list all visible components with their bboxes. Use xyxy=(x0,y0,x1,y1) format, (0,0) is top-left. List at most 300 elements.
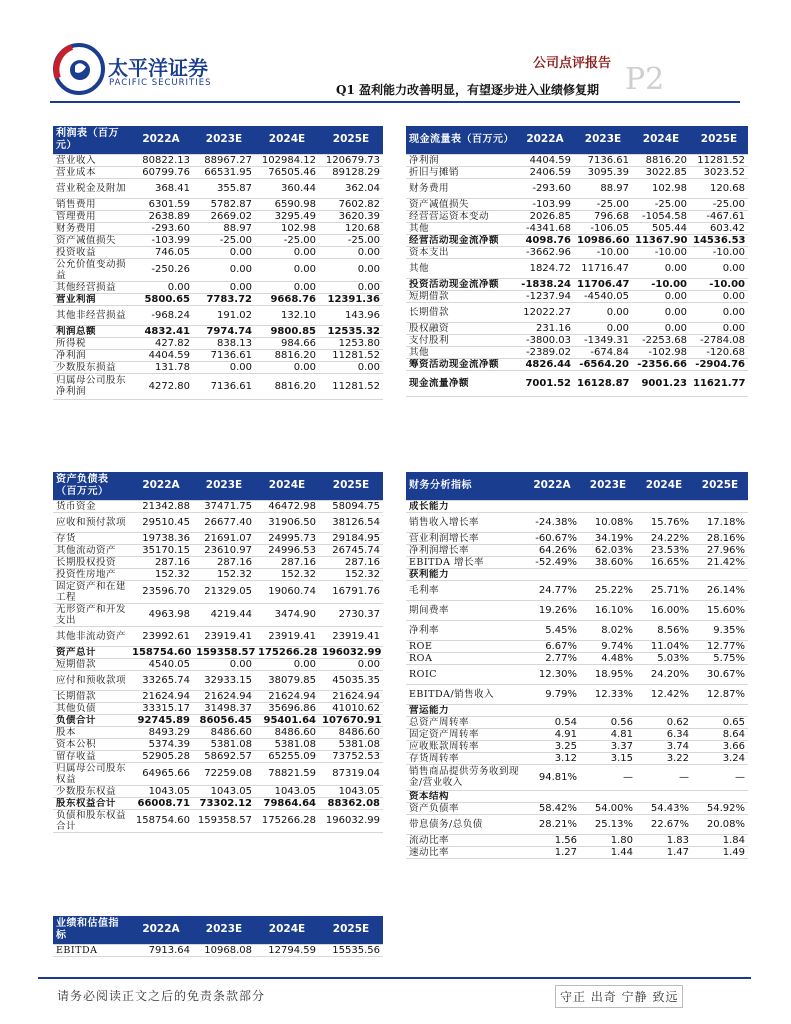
cell-value: 231.16 xyxy=(516,322,574,334)
table-title: 资产负债表（百万元） xyxy=(53,472,129,500)
cell-value: 0.00 xyxy=(690,322,748,334)
cell-value: 16.10% xyxy=(580,600,636,620)
cell-value: 838.13 xyxy=(193,337,255,349)
cell-value: -25.00 xyxy=(319,234,383,246)
row-label: 负债合计 xyxy=(53,714,129,726)
cell-value: 7136.61 xyxy=(574,154,632,166)
cell-value: -4341.68 xyxy=(516,222,574,234)
cell-value: 3474.90 xyxy=(255,603,319,626)
row-label: 股东权益合计 xyxy=(53,797,129,809)
cell-value: 19738.36 xyxy=(129,532,193,544)
cell-value: 30.67% xyxy=(692,664,748,684)
cell-value: 72259.08 xyxy=(193,762,255,785)
table-row xyxy=(406,246,748,258)
cell-value: 3.66 xyxy=(692,740,748,752)
cell-value: 158754.60 xyxy=(129,646,193,658)
cell-value: 287.16 xyxy=(193,556,255,568)
cell-value: 22.67% xyxy=(636,814,692,834)
row-label: 经营活动现金流净额 xyxy=(406,234,516,246)
cell-value: 7602.82 xyxy=(319,198,383,210)
row-label: 归属母公司股东权益 xyxy=(53,762,129,785)
table-row xyxy=(53,154,383,166)
row-label: 股权融资 xyxy=(406,322,516,334)
cell-value: 0.00 xyxy=(632,290,690,302)
table-row xyxy=(53,349,383,361)
row-label: 无形资产和开发支出 xyxy=(53,603,129,626)
table-row xyxy=(406,814,748,834)
cell-value: 62.03% xyxy=(580,544,636,556)
cell-value: 12.42% xyxy=(636,684,692,704)
cell-value: 0.00 xyxy=(193,258,255,281)
cell-value: 102.98 xyxy=(255,222,319,234)
table-row xyxy=(406,346,748,358)
report-headline: Q1 盈利能力改善明显，有望逐步进入业绩修复期 xyxy=(336,83,599,97)
table-row xyxy=(53,750,383,762)
row-label: 现金流量净额 xyxy=(406,370,516,396)
cell-value: 196032.99 xyxy=(319,809,383,832)
cell-value: 6590.98 xyxy=(255,198,319,210)
cell-value: 196032.99 xyxy=(319,646,383,658)
page-number: P2 xyxy=(625,62,665,97)
cell-value: -120.68 xyxy=(690,346,748,358)
table-row xyxy=(406,512,748,532)
row-label: 投资活动现金流净额 xyxy=(406,278,516,290)
table-row xyxy=(406,568,748,580)
table-row xyxy=(53,626,383,646)
table-row xyxy=(406,728,748,740)
table-row xyxy=(53,337,383,349)
row-label: 其他经营损益 xyxy=(53,281,129,293)
row-label: 净利润 xyxy=(53,349,129,361)
row-label: 资本公积 xyxy=(53,738,129,750)
cell-value: 1.80 xyxy=(580,834,636,846)
cell-value: 8.64 xyxy=(692,728,748,740)
cell-value: 73302.12 xyxy=(193,797,255,809)
cell-value: 21329.05 xyxy=(193,580,255,603)
row-label: 存货 xyxy=(53,532,129,544)
cell-value: 12.30% xyxy=(524,664,580,684)
cell-value: 25.71% xyxy=(636,580,692,600)
year-header: 2023E xyxy=(193,916,255,944)
cell-value: 11621.77 xyxy=(690,370,748,396)
cell-value: 7001.52 xyxy=(516,370,574,396)
table-row xyxy=(53,797,383,809)
cell-value: 1.84 xyxy=(692,834,748,846)
cell-value: 0.54 xyxy=(524,716,580,728)
cell-value: 8486.60 xyxy=(255,726,319,738)
cell-value: 23992.61 xyxy=(129,626,193,646)
cell-value: 5381.08 xyxy=(255,738,319,750)
cell-value: 0.00 xyxy=(319,361,383,373)
cell-value: 355.87 xyxy=(193,178,255,198)
cell-value: 21691.07 xyxy=(193,532,255,544)
cell-value: 2669.02 xyxy=(193,210,255,222)
table-row xyxy=(53,293,383,305)
cashflow-statement-table xyxy=(406,126,748,397)
cell-value: 603.42 xyxy=(690,222,748,234)
table-row xyxy=(406,166,748,178)
cell-value: 12022.27 xyxy=(516,302,574,322)
cell-value: 0.56 xyxy=(580,716,636,728)
cell-value: 34.19% xyxy=(580,532,636,544)
cell-value: -6564.20 xyxy=(574,358,632,370)
cell-value: 29510.45 xyxy=(129,512,193,532)
table-row xyxy=(406,764,748,790)
header-row xyxy=(406,126,748,154)
row-label: 负债和股东权益合计 xyxy=(53,809,129,832)
row-label: 固定资产和在建工程 xyxy=(53,580,129,603)
table-row xyxy=(53,738,383,750)
table-title: 利润表（百万元） xyxy=(53,126,129,154)
cell-value xyxy=(580,790,636,802)
table-row xyxy=(406,234,748,246)
cell-value: 0.00 xyxy=(574,322,632,334)
cell-value: 4826.44 xyxy=(516,358,574,370)
row-label: 营业成本 xyxy=(53,166,129,178)
table-row xyxy=(406,370,748,396)
cell-value: 38079.85 xyxy=(255,670,319,690)
table-row xyxy=(406,664,748,684)
cell-value: 0.00 xyxy=(193,281,255,293)
cell-value: 52905.28 xyxy=(129,750,193,762)
cell-value: 1824.72 xyxy=(516,258,574,278)
cell-value: 0.62 xyxy=(636,716,692,728)
cell-value: 28.16% xyxy=(692,532,748,544)
row-label: 经营营运资本变动 xyxy=(406,210,516,222)
row-label: 投资收益 xyxy=(53,246,129,258)
cell-value: 41010.62 xyxy=(319,702,383,714)
cell-value: 12391.36 xyxy=(319,293,383,305)
cell-value: 1043.05 xyxy=(193,785,255,797)
cell-value: — xyxy=(636,764,692,790)
table-row xyxy=(53,281,383,293)
cell-value: 152.32 xyxy=(129,568,193,580)
cell-value: 65255.09 xyxy=(255,750,319,762)
cell-value: 4540.05 xyxy=(129,658,193,670)
cell-value: 12.87% xyxy=(692,684,748,704)
cell-value: 10.08% xyxy=(580,512,636,532)
cell-value: 287.16 xyxy=(255,556,319,568)
table-row xyxy=(406,834,748,846)
cell-value: 26745.74 xyxy=(319,544,383,556)
table-row xyxy=(53,512,383,532)
cell-value: -25.00 xyxy=(632,198,690,210)
cell-value: 4.81 xyxy=(580,728,636,740)
table-row xyxy=(53,658,383,670)
year-header: 2024E xyxy=(255,916,319,944)
cell-value: 27.96% xyxy=(692,544,748,556)
cell-value: 8493.29 xyxy=(129,726,193,738)
row-label: 其他非经营损益 xyxy=(53,305,129,325)
cell-value: 88967.27 xyxy=(193,154,255,166)
cell-value: 8.02% xyxy=(580,620,636,640)
cell-value xyxy=(692,568,748,580)
cell-value: 287.16 xyxy=(129,556,193,568)
cell-value: 0.00 xyxy=(319,658,383,670)
cell-value: 60799.76 xyxy=(129,166,193,178)
table-row xyxy=(53,646,383,658)
cell-value: 11367.90 xyxy=(632,234,690,246)
cell-value: 158754.60 xyxy=(129,809,193,832)
cell-value: 746.05 xyxy=(129,246,193,258)
cell-value: 5381.08 xyxy=(193,738,255,750)
cell-value: -102.98 xyxy=(632,346,690,358)
cell-value: 0.00 xyxy=(129,281,193,293)
cell-value: 8.56% xyxy=(636,620,692,640)
row-label: 销售收入增长率 xyxy=(406,512,524,532)
table-row xyxy=(406,752,748,764)
cell-value: 29184.95 xyxy=(319,532,383,544)
cell-value: -52.49% xyxy=(524,556,580,568)
cell-value: 159358.57 xyxy=(193,646,255,658)
income-statement-table xyxy=(53,126,383,400)
cell-value: -293.60 xyxy=(129,222,193,234)
cell-value: 25.13% xyxy=(580,814,636,834)
cell-value: 3.12 xyxy=(524,752,580,764)
cell-value: 0.00 xyxy=(255,258,319,281)
cell-value: 45035.35 xyxy=(319,670,383,690)
cell-value: 120.68 xyxy=(690,178,748,198)
company-logo xyxy=(50,40,265,98)
row-label: 存货周转率 xyxy=(406,752,524,764)
cell-value: 54.00% xyxy=(580,802,636,814)
cell-value: 80822.13 xyxy=(129,154,193,166)
cell-value: 4404.59 xyxy=(129,349,193,361)
cell-value: 37471.75 xyxy=(193,500,255,512)
row-label: 获利能力 xyxy=(406,568,524,580)
year-header: 2024E xyxy=(632,126,690,154)
cell-value xyxy=(692,790,748,802)
header-row xyxy=(53,916,383,944)
row-label: 固定资产周转率 xyxy=(406,728,524,740)
table-row xyxy=(406,652,748,664)
row-label: 股本 xyxy=(53,726,129,738)
cell-value: 9.35% xyxy=(692,620,748,640)
cell-value xyxy=(692,500,748,512)
year-header: 2025E xyxy=(690,126,748,154)
cell-value: 23919.41 xyxy=(319,626,383,646)
cell-value: 24996.53 xyxy=(255,544,319,556)
row-label: 毛利率 xyxy=(406,580,524,600)
cell-value: 0.00 xyxy=(193,246,255,258)
footer-motto: 守正 出奇 宁静 致远 xyxy=(555,985,683,1008)
cell-value: 175266.28 xyxy=(255,809,319,832)
cell-value: 427.82 xyxy=(129,337,193,349)
cell-value: -674.84 xyxy=(574,346,632,358)
table-title: 业绩和估值指标 xyxy=(53,916,129,944)
table-row xyxy=(53,580,383,603)
cell-value: 8486.60 xyxy=(193,726,255,738)
cell-value: 120.68 xyxy=(319,222,383,234)
table-row xyxy=(53,500,383,512)
cell-value: 78821.59 xyxy=(255,762,319,785)
cell-value: 7136.61 xyxy=(193,349,255,361)
cell-value: 0.00 xyxy=(255,361,319,373)
table-row xyxy=(406,600,748,620)
cell-value: 54.92% xyxy=(692,802,748,814)
table-row xyxy=(406,500,748,512)
cell-value: 4404.59 xyxy=(516,154,574,166)
footer-divider xyxy=(38,977,751,979)
cell-value: -1838.24 xyxy=(516,278,574,290)
row-label: 长期借款 xyxy=(406,302,516,322)
cell-value: 5381.08 xyxy=(319,738,383,750)
year-header: 2024E xyxy=(636,472,692,500)
cell-value: 4.91 xyxy=(524,728,580,740)
row-label: 营业税金及附加 xyxy=(53,178,129,198)
table-row xyxy=(53,178,383,198)
table-row xyxy=(406,532,748,544)
cell-value: 15.76% xyxy=(636,512,692,532)
table-row xyxy=(406,358,748,370)
row-label: 销售商品提供劳务收到现金/营业收入 xyxy=(406,764,524,790)
cell-value: 131.78 xyxy=(129,361,193,373)
cell-value xyxy=(580,704,636,716)
cell-value: -103.99 xyxy=(516,198,574,210)
cell-value: 88.97 xyxy=(574,178,632,198)
row-label: 速动比率 xyxy=(406,846,524,858)
row-label: 财务费用 xyxy=(53,222,129,234)
cell-value: 3095.39 xyxy=(574,166,632,178)
year-header: 2022A xyxy=(129,472,193,500)
cell-value: 66008.71 xyxy=(129,797,193,809)
table-row xyxy=(406,178,748,198)
year-header: 2025E xyxy=(692,472,748,500)
table-row xyxy=(406,620,748,640)
row-label: EBITDA 增长率 xyxy=(406,556,524,568)
row-label: 留存收益 xyxy=(53,750,129,762)
cell-value: -293.60 xyxy=(516,178,574,198)
cell-value: 4963.98 xyxy=(129,603,193,626)
cell-value: 19060.74 xyxy=(255,580,319,603)
cell-value: 5.75% xyxy=(692,652,748,664)
table-row xyxy=(53,809,383,832)
cell-value: 79864.64 xyxy=(255,797,319,809)
cell-value: 0.00 xyxy=(255,281,319,293)
financial-ratios-table xyxy=(406,472,748,859)
cell-value: 0.00 xyxy=(255,658,319,670)
table-row xyxy=(53,222,383,234)
cell-value: 24.22% xyxy=(636,532,692,544)
cell-value: -103.99 xyxy=(129,234,193,246)
row-label: 其他 xyxy=(406,346,516,358)
table-row xyxy=(406,290,748,302)
row-label: 支付股利 xyxy=(406,334,516,346)
cell-value: 31498.37 xyxy=(193,702,255,714)
cell-value: 8816.20 xyxy=(255,349,319,361)
cell-value: 21624.94 xyxy=(255,690,319,702)
cell-value: 5.03% xyxy=(636,652,692,664)
cell-value: 12.33% xyxy=(580,684,636,704)
cell-value: 9668.76 xyxy=(255,293,319,305)
row-label: 净利润增长率 xyxy=(406,544,524,556)
table-row xyxy=(406,222,748,234)
year-header: 2024E xyxy=(255,472,319,500)
cell-value: 15.60% xyxy=(692,600,748,620)
cell-value xyxy=(580,500,636,512)
header-row xyxy=(406,472,748,500)
row-label: 销售费用 xyxy=(53,198,129,210)
cell-value: 58692.57 xyxy=(193,750,255,762)
table-row xyxy=(406,846,748,858)
row-label: EBITDA xyxy=(53,944,129,956)
table-row xyxy=(53,305,383,325)
cell-value: 4098.76 xyxy=(516,234,574,246)
table-row xyxy=(53,210,383,222)
cell-value: 12794.59 xyxy=(255,944,319,956)
table-row xyxy=(53,234,383,246)
cell-value: 1043.05 xyxy=(129,785,193,797)
cell-value: 11281.52 xyxy=(690,154,748,166)
cell-value: 360.44 xyxy=(255,178,319,198)
cell-value: 21624.94 xyxy=(129,690,193,702)
cell-value: 175266.28 xyxy=(255,646,319,658)
table-row xyxy=(406,544,748,556)
row-label: 总资产周转率 xyxy=(406,716,524,728)
report-type: 公司点评报告 xyxy=(532,56,611,71)
cell-value: 9001.23 xyxy=(632,370,690,396)
row-label: 流动比率 xyxy=(406,834,524,846)
cell-value: 76505.46 xyxy=(255,166,319,178)
table-row xyxy=(53,714,383,726)
cell-value: 0.00 xyxy=(632,302,690,322)
cell-value: 368.41 xyxy=(129,178,193,198)
cell-value: 0.00 xyxy=(193,361,255,373)
row-label: 少数股东权益 xyxy=(53,785,129,797)
cell-value: 54.43% xyxy=(636,802,692,814)
cell-value: 9.79% xyxy=(524,684,580,704)
row-label: 其他 xyxy=(406,258,516,278)
cell-value: 4272.80 xyxy=(129,373,193,399)
table-row xyxy=(53,198,383,210)
cell-value: 23919.41 xyxy=(193,626,255,646)
row-label: 管理费用 xyxy=(53,210,129,222)
balance-sheet-table xyxy=(53,472,383,833)
cell-value: 3.24 xyxy=(692,752,748,764)
cell-value: 2638.89 xyxy=(129,210,193,222)
cell-value: 3295.49 xyxy=(255,210,319,222)
row-label: 资产总计 xyxy=(53,646,129,658)
cell-value: 0.00 xyxy=(632,322,690,334)
year-header: 2023E xyxy=(193,126,255,154)
cell-value: 28.21% xyxy=(524,814,580,834)
cell-value: 1043.05 xyxy=(255,785,319,797)
cell-value: 38126.54 xyxy=(319,512,383,532)
cell-value: -4540.05 xyxy=(574,290,632,302)
row-label: 所得税 xyxy=(53,337,129,349)
cell-value: 0.00 xyxy=(319,258,383,281)
cell-value: 6301.59 xyxy=(129,198,193,210)
row-label: 净利率 xyxy=(406,620,524,640)
table-row xyxy=(53,690,383,702)
cell-value: -60.67% xyxy=(524,532,580,544)
cell-value: 143.96 xyxy=(319,305,383,325)
row-label: 短期借款 xyxy=(406,290,516,302)
cell-value: 7913.64 xyxy=(129,944,193,956)
cell-value: 92745.89 xyxy=(129,714,193,726)
year-header: 2025E xyxy=(319,916,383,944)
cell-value: 2.77% xyxy=(524,652,580,664)
cell-value: 5782.87 xyxy=(193,198,255,210)
cell-value: 16128.87 xyxy=(574,370,632,396)
cell-value: 58.42% xyxy=(524,802,580,814)
table-row xyxy=(406,640,748,652)
cell-value: 1.49 xyxy=(692,846,748,858)
cell-value: 11716.47 xyxy=(574,258,632,278)
row-label: 应收和预付款项 xyxy=(53,512,129,532)
year-header: 2025E xyxy=(319,126,383,154)
row-label: 应付和预收款项 xyxy=(53,670,129,690)
